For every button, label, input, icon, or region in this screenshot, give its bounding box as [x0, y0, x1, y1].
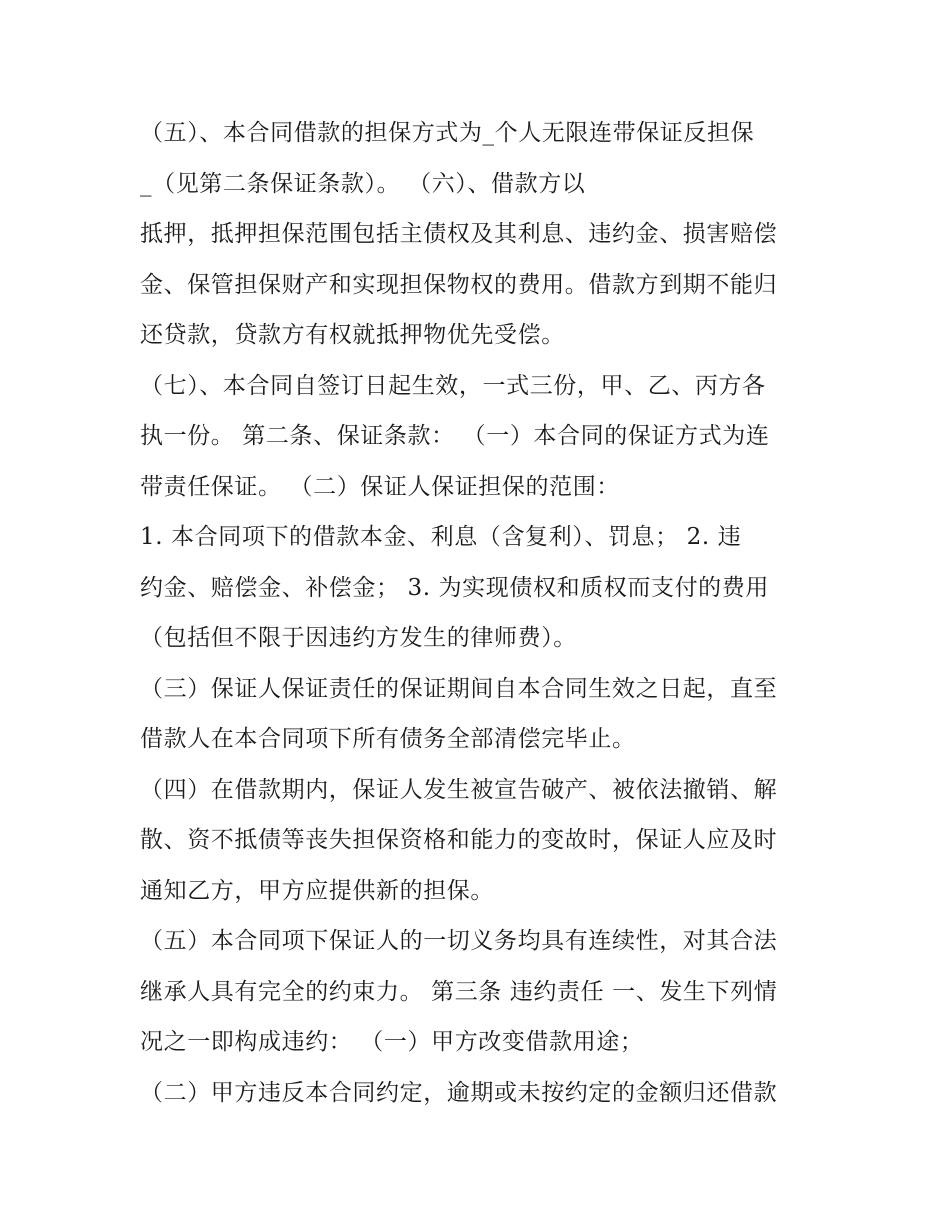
text-line: （五）本合同项下保证人的一切义务均具有连续性，对其合法	[140, 928, 778, 954]
text-line: 还贷款，贷款方有权就抵押物优先受偿。	[140, 322, 565, 348]
text-line: （二）甲方违反本合同约定，逾期或未按约定的金额归还借款	[140, 1079, 778, 1106]
text-line: 通知乙方，甲方应提供新的担保。	[140, 877, 494, 904]
text-line: 1. 本合同项下的借款本金、利息（含复利）、罚息； 2. 违	[140, 524, 742, 550]
text-line: 况之一即构成违约： （一）甲方改变借款用途；	[140, 1029, 644, 1055]
text-line: （五）、本合同借款的担保方式为_个人无限连带保证反担保	[140, 120, 755, 146]
contract-text-body	[140, 108, 830, 1118]
text-line: 抵押，抵押担保范围包括主债权及其利息、违约金、损害赔偿	[140, 221, 778, 247]
text-line: （三）保证人保证责任的保证期间自本合同生效之日起，直至	[140, 675, 778, 702]
text-line: 带责任保证。 （二）保证人保证担保的范围：	[140, 473, 620, 500]
text-line: 借款人在本合同项下所有债务全部清偿完毕止。	[140, 726, 636, 752]
text-line: _（见第二条保证条款）。 （六）、借款方以	[140, 170, 586, 197]
text-line: 约金、赔偿金、补偿金； 3. 为实现债权和质权而支付的费用	[140, 574, 769, 601]
text-line: 金、保管担保财产和实现担保物权的费用。借款方到期不能归	[140, 271, 778, 298]
text-line: 散、资不抵债等丧失担保资格和能力的变故时，保证人应及时	[140, 827, 778, 853]
text-line: （七）、本合同自签订日起生效，一式三份，甲、乙、丙方各	[140, 372, 766, 399]
text-line: （四）在借款期内，保证人发生被宣告破产、被依法撤销、解	[140, 776, 778, 803]
text-line: （包括但不限于因违约方发生的律师费）。	[140, 625, 577, 651]
text-line: 执一份。 第二条、保证条款： （一）本合同的保证方式为连	[140, 423, 770, 449]
text-line: 继承人具有完全的约束力。 第三条 违约责任 一、发生下列情	[140, 978, 778, 1005]
